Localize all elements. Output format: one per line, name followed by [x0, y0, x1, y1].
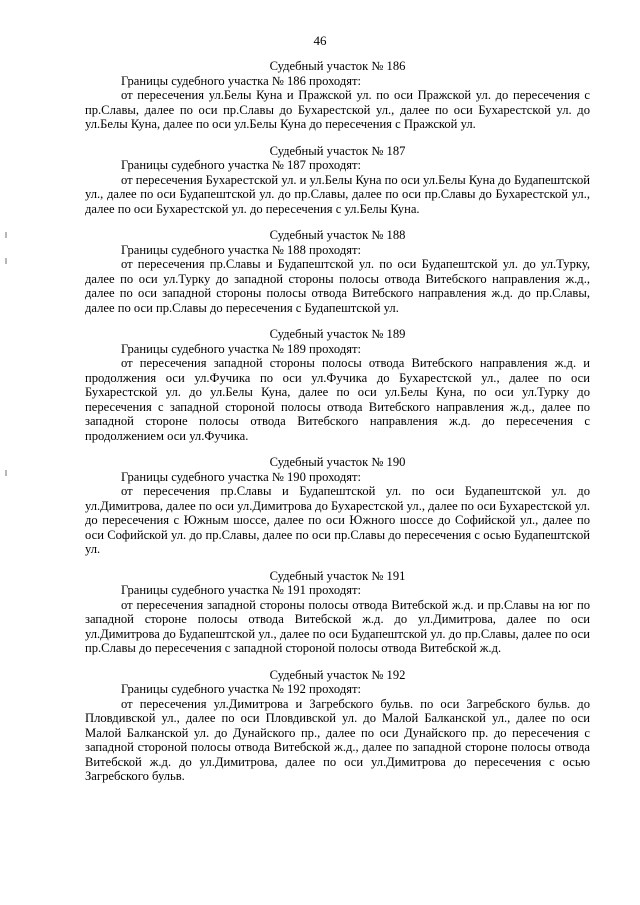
court-district-section [85, 668, 590, 784]
section-body: от пересечения пр.Славы и Будапештской ул. по оси Будапештской ул. до ул.Турку, далее по оси ул.Турку до западной стороны полосы отвода Витебского направления ж.д., далее по оси западной стороны полосы отвода Витебского направления ж.д. до пр.Славы, далее по оси пр.Славы до пересечения с Будапештской ул. [85, 257, 590, 315]
section-title: Судебный участок № 192 [269, 667, 406, 682]
section-intro: Границы судебного участка № 191 проходят: [121, 583, 362, 597]
court-district-section [85, 228, 590, 315]
section-intro: Границы судебного участка № 189 проходят: [121, 341, 362, 356]
section-body: от пересечения пр.Славы и Будапештской ул. по оси Будапештской ул. до ул.Димитрова, далее по оси ул.Димитрова до Бухарестской ул., далее по оси Бухарестской ул. до пересечения с Южным шоссе, далее по оси Южного шоссе до Софийской ул., далее по оси Софийской ул. до пр.Славы, далее по оси пр.Славы до пересечения с осью Будапештской ул. [85, 484, 590, 556]
section-intro: Границы судебного участка № 190 проходят: [121, 469, 362, 484]
section-body: от пересечения ул.Димитрова и Загребского бульв. по оси Загребского бульв. до Пловдивской ул., далее по оси Пловдивской ул. до Малой Балканской ул., далее по оси Малой Балканской ул. до Дунайского пр., далее по оси Дунайского пр. до пересечения с западной стороной полосы отвода Витебской ж.д., далее по западной стороне полосы отвода Витебской ж.д. до ул.Димитрова, далее по оси ул.Димитрова до пересечения с осью Загребского бульв. [85, 696, 590, 783]
section-title: Судебный участок № 186 [269, 59, 406, 73]
section-intro: Границы судебного участка № 192 проходят: [121, 682, 362, 696]
document-body [85, 59, 590, 796]
section-body: от пересечения Бухарестской ул. и ул.Белы Куна по оси ул.Белы Куна до Будапештской ул., далее по оси Будапештской ул. до пр.Славы, далее по оси пр.Славы до Бухарестской ул., далее по оси Бухарестской ул. до пересечения с ул.Белы Куна. [85, 172, 590, 216]
section-body: от пересечения ул.Белы Куна и Пражской ул. по оси Пражской ул. до пересечения с пр.Славы, далее по оси пр.Славы до Бухарестской ул., далее по оси Бухарестской ул. до ул.Белы Куна, далее по оси ул.Белы Куна до пересечения с Пражской ул. [85, 88, 590, 131]
section-intro: Границы судебного участка № 188 проходят: [121, 242, 362, 257]
court-district-section [85, 327, 590, 443]
scan-margin-mark [5, 470, 7, 476]
section-title: Судебный участок № 189 [269, 327, 406, 341]
section-intro: Границы судебного участка № 186 проходят: [121, 73, 362, 88]
section-title: Судебный участок № 188 [269, 228, 406, 242]
court-district-section [85, 144, 590, 217]
section-body: от пересечения западной стороны полосы отвода Витебского направления ж.д. и продолжения оси ул.Фучика по оси ул.Фучика до Бухарестской ул., далее по оси Бухарестской ул. до ул.Белы Куна, далее по оси ул.Белы Куна, по оси ул.Турку до пересечения с западной стороной полосы отвода Витебского направления ж.д., далее по западной стороне полосы отвода Витебского направления ж.д. до пересечения с продолжением оси ул.Фучика. [85, 356, 590, 443]
court-district-section [85, 455, 590, 557]
scan-margin-mark [5, 258, 7, 264]
scan-margin-mark [5, 232, 7, 238]
section-title: Судебный участок № 187 [269, 143, 406, 158]
section-intro: Границы судебного участка № 187 проходят: [121, 158, 362, 172]
court-district-section [85, 59, 590, 132]
section-title: Судебный участок № 191 [269, 568, 406, 583]
section-title: Судебный участок № 190 [269, 455, 406, 469]
page-number: 46 [313, 33, 327, 48]
section-body: от пересечения западной стороны полосы отвода Витебской ж.д. и пр.Славы на юг по западной стороне полосы отвода Витебской ж.д. до ул.Димитрова, далее по оси ул.Димитрова до Будапештской ул., далее по оси Будапештской ул. до пр.Славы, далее по оси пр.Славы до пересечения с западной стороной полосы отвода Витебской ж.д. [85, 597, 590, 655]
court-district-section [85, 569, 590, 656]
